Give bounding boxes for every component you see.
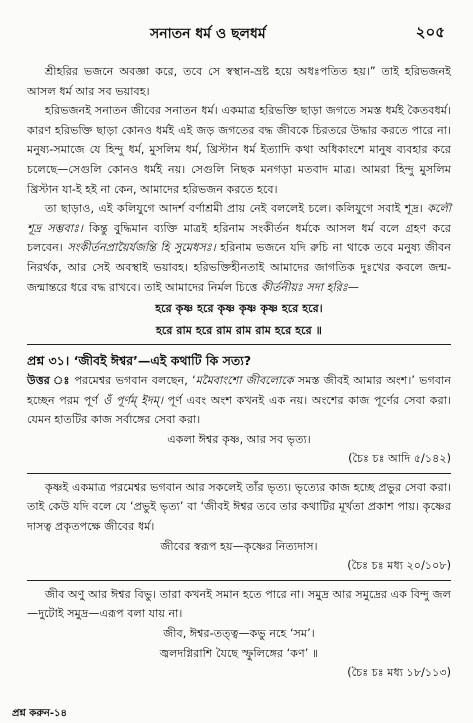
paragraph-5: কৃষ্ণই একমাত্র পরমেশ্বর ভগবান আর সকলেই তাঁর ভৃত্য। ভৃত্যের কাজ হচ্ছে প্রভুর সেবা করা। তাই কেউ যদি বলে যে ‘প্রভুই ভৃত্য’ বা ‘জীবই ঈশ্বর তবে তার কথাটির মূর্খতা প্রকাশ পায়। কৃষ্ণের দাসত্ব প্রকৃতপক্ষে জীবের ধর্ম।: [27, 480, 451, 534]
paragraph-3-text-e: হরিনাম ভজনে যদি রুচি না থাকে তবে মনুষ্য জীবন নিরর্থক, আর সেই অবস্থাই ভয়াবহ। হরিভক্তিহীনতাই আমাদের জাগতিক দুঃখের কবলে জন্ম-জন্মান্তরে ধরে বদ্ধ রাখবে। তাই আমাদের নির্মল চিত্তে: [27, 241, 451, 294]
answer-text-e: পূর্ণ এবং অংশ কখনই এক নয়। অংশের কাজ পূর্ণের সেবা করা। যেমন হাতটির কাজ সর্বাঙ্গের সেবা করা।: [27, 393, 451, 427]
answer-text-c: সমস্ত জীবই আমার অংশ।’ ভগবান হচ্ছেন পরম পূর্ণ: [27, 373, 451, 407]
page-footer: প্রশ্ন করুন-১৪: [12, 708, 68, 719]
paragraph-3: [27, 199, 451, 297]
answer-paragraph: [27, 371, 451, 430]
answer-quote-1: মমৈবাংশো জীবলোকে: [195, 373, 294, 387]
sanskrit-quote-1: কলৌ শূদ্র সম্ভবাঃ।: [27, 202, 452, 235]
sanskrit-quote-3: কীর্তনীয়ঃ সদা হরিঃ—: [261, 280, 359, 294]
paragraph-2: হরিভজনই সনাতন জীবের সনাতন ধর্ম। একমাত্র হরিভক্তি ছাড়া জগতে সমস্ত ধর্মই কৈতবধর্ম। কারণ হরিভক্তি ছাড়া কোনও ধর্মই এই জড় জগতের বদ্ধ জীবকে চিরতরে উদ্ধার করতে পারে না। মনুষ্য-সমাজে যে হিন্দু ধর্ম, মুসলিম ধর্ম, খ্রিস্টান ধর্ম ইত্যাদি কথা অধিকাংশে মানুষ ব্যবহার করে চলেছে—সেগুলি কোনও ধর্মই নয়। সেগুলি নিছক মনগড়া মতবাদ মাত্র। আমরা হিন্দু মুসলিম খ্রিস্টান যা-ই হই না কেন, আমাদের হরিভজন করতে হবে।: [27, 104, 451, 196]
section-divider-2: [27, 473, 451, 474]
page-number: ২০৫: [415, 23, 445, 41]
paragraph-3-text-c: কিন্তু বুদ্ধিমান ব্যক্তি মাত্রই হরিনাম সংকীর্তন ধর্মকে আসল ধর্ম বলে গ্রহণ করে চলবেন।: [27, 221, 451, 255]
question-heading: প্রশ্ন ৩১। ‘জীবই ঈশ্বর’—এই কথাটি কি সত্য?: [27, 353, 252, 369]
citation-1: (চৈঃ চঃ আদি ৫/১৪২): [348, 452, 451, 466]
verse-line-a: একলা ঈশ্বর কৃষ্ণ, আর সব ভৃত্য।: [167, 432, 311, 446]
section-divider: [27, 344, 451, 345]
mantra-line-2: হরে রাম হরে রাম রাম রাম হরে হরে ॥: [155, 323, 323, 337]
paragraph-3-text-a: তা ছাড়াও, এই কলিযুগে আদর্শ বর্ণাশ্রমী প্রায় নেই বললেই চলে। কলিযুগে সবাই শূদ্র।: [45, 202, 423, 216]
mantra-line-1: হরে কৃষ্ণ হরে কৃষ্ণ কৃষ্ণ কৃষ্ণ হরে হরে।: [155, 302, 323, 316]
running-title: সনাতন ধর্ম ও ছলধর্ম: [150, 26, 266, 42]
verse-line-b: জীবের স্বরূপ হয়—কৃষ্ণের নিত্যদাস।: [160, 539, 318, 553]
sanskrit-quote-2: সংকীর্তনপ্রায়ৈর্যজন্তি হি সুমেধসঃ।: [67, 241, 216, 255]
answer-text-a: পরমেশ্বর ভগবান বলছেন, ‘: [74, 373, 196, 387]
citation-2: (চৈঃ চঃ মধ্য ২০/১০৮): [347, 559, 451, 573]
paragraph-1: শ্রীহরির ভজনে অবজ্ঞা করে, তবে সে স্বস্থান-ভ্রষ্ট হয়ে অধঃপতিত হয়।” তাই হরিভজনই আসল ধর্ম আর সব ভয়াবহ।: [27, 65, 451, 98]
verse-line-d: জ্বলদগ্নিরাশি যৈছে স্ফুলিঙ্গের ‘কণ’ ॥: [159, 646, 319, 660]
paragraph-6: জীব অণু আর ঈশ্বর বিভু। তারা কখনই সমান হতে পারে না। সমুদ্র আর সমুদ্রের এক বিন্দু জল—দুটোই সমুদ্র—এরূপ বলা যায় না।: [27, 587, 451, 621]
verse-line-c: জীব, ঈশ্বর-তত্ত্ব—কভু নহে ‘সম’।: [163, 627, 315, 641]
page-header: [0, 8, 473, 48]
citation-3: (চৈঃ চঃ মধ্য ১৮/১১৩): [347, 666, 451, 680]
answer-label: উত্তর ঃ: [27, 373, 71, 387]
section-divider-3: [27, 580, 451, 581]
answer-quote-2: ওঁ পূর্ণম্ ইদম্।: [102, 393, 163, 407]
page-content: [27, 62, 451, 683]
